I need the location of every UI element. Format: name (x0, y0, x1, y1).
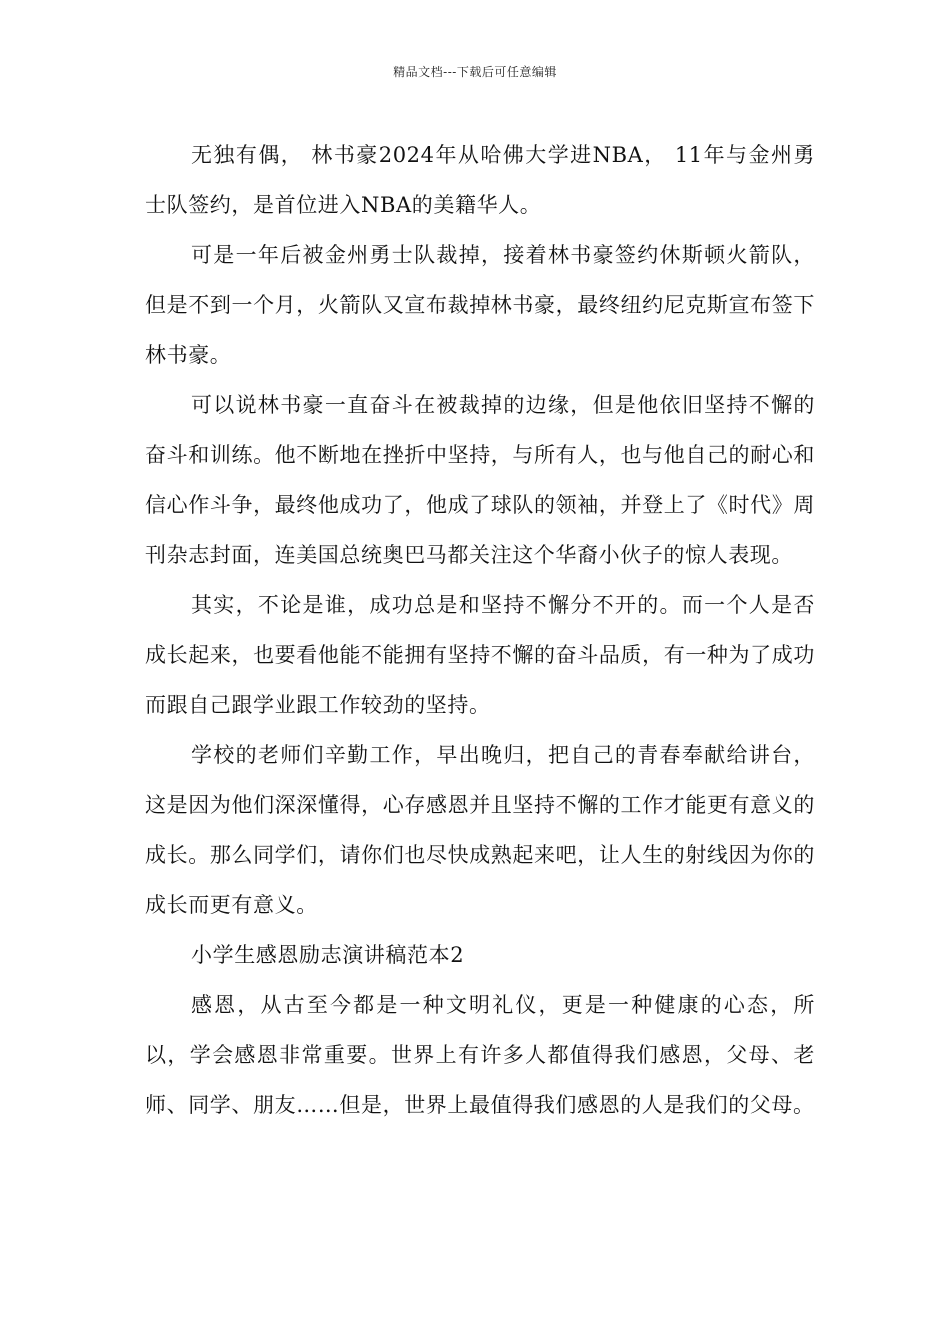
paragraph-6: 感恩，从古至今都是一种文明礼仪，更是一种健康的心态，所以，学会感恩非常重要。世界上有许多人都值得我们感恩，父母、老师、同学、朋友……但是，世界上最值得我们感恩的人是我们的父母。 (145, 993, 815, 1117)
paragraph-4: 其实，不论是谁，成功总是和坚持不懈分不开的。而一个人是否成长起来，也要看他能不能拥有坚持不懈的奋斗品质，有一种为了成功而跟自己跟学业跟工作较劲的坚持。 (145, 593, 815, 717)
page-header: 精品文档---下载后可任意编辑 (393, 65, 557, 79)
paragraph-3: 可以说林书豪一直奋斗在被裁掉的边缘，但是他依旧坚持不懈的奋斗和训练。他不断地在挫折中坚持，与所有人，也与他自己的耐心和信心作斗争，最终他成功了，他成了球队的领袖，并登上了《时代》周刊杂志封面，连美国总统奥巴马都关注这个华裔小伙子的惊人表现。 (145, 393, 815, 567)
document-body (145, 130, 815, 1130)
paragraph-1: 无独有偶， 林书豪2024年从哈佛大学进NBA， 11年与金州勇士队签约，是首位进入NBA的美籍华人。 (145, 143, 815, 217)
section-title: 小学生感恩励志演讲稿范本2 (191, 943, 465, 967)
paragraph-5: 学校的老师们辛勤工作，早出晚归，把自己的青春奉献给讲台，这是因为他们深深懂得，心存感恩并且坚持不懈的工作才能更有意义的成长。那么同学们，请你们也尽快成熟起来吧，让人生的射线因为你的成长而更有意义。 (145, 743, 815, 917)
paragraph-2: 可是一年后被金州勇士队裁掉，接着林书豪签约休斯顿火箭队，但是不到一个月，火箭队又宣布裁掉林书豪，最终纽约尼克斯宣布签下林书豪。 (145, 243, 815, 367)
